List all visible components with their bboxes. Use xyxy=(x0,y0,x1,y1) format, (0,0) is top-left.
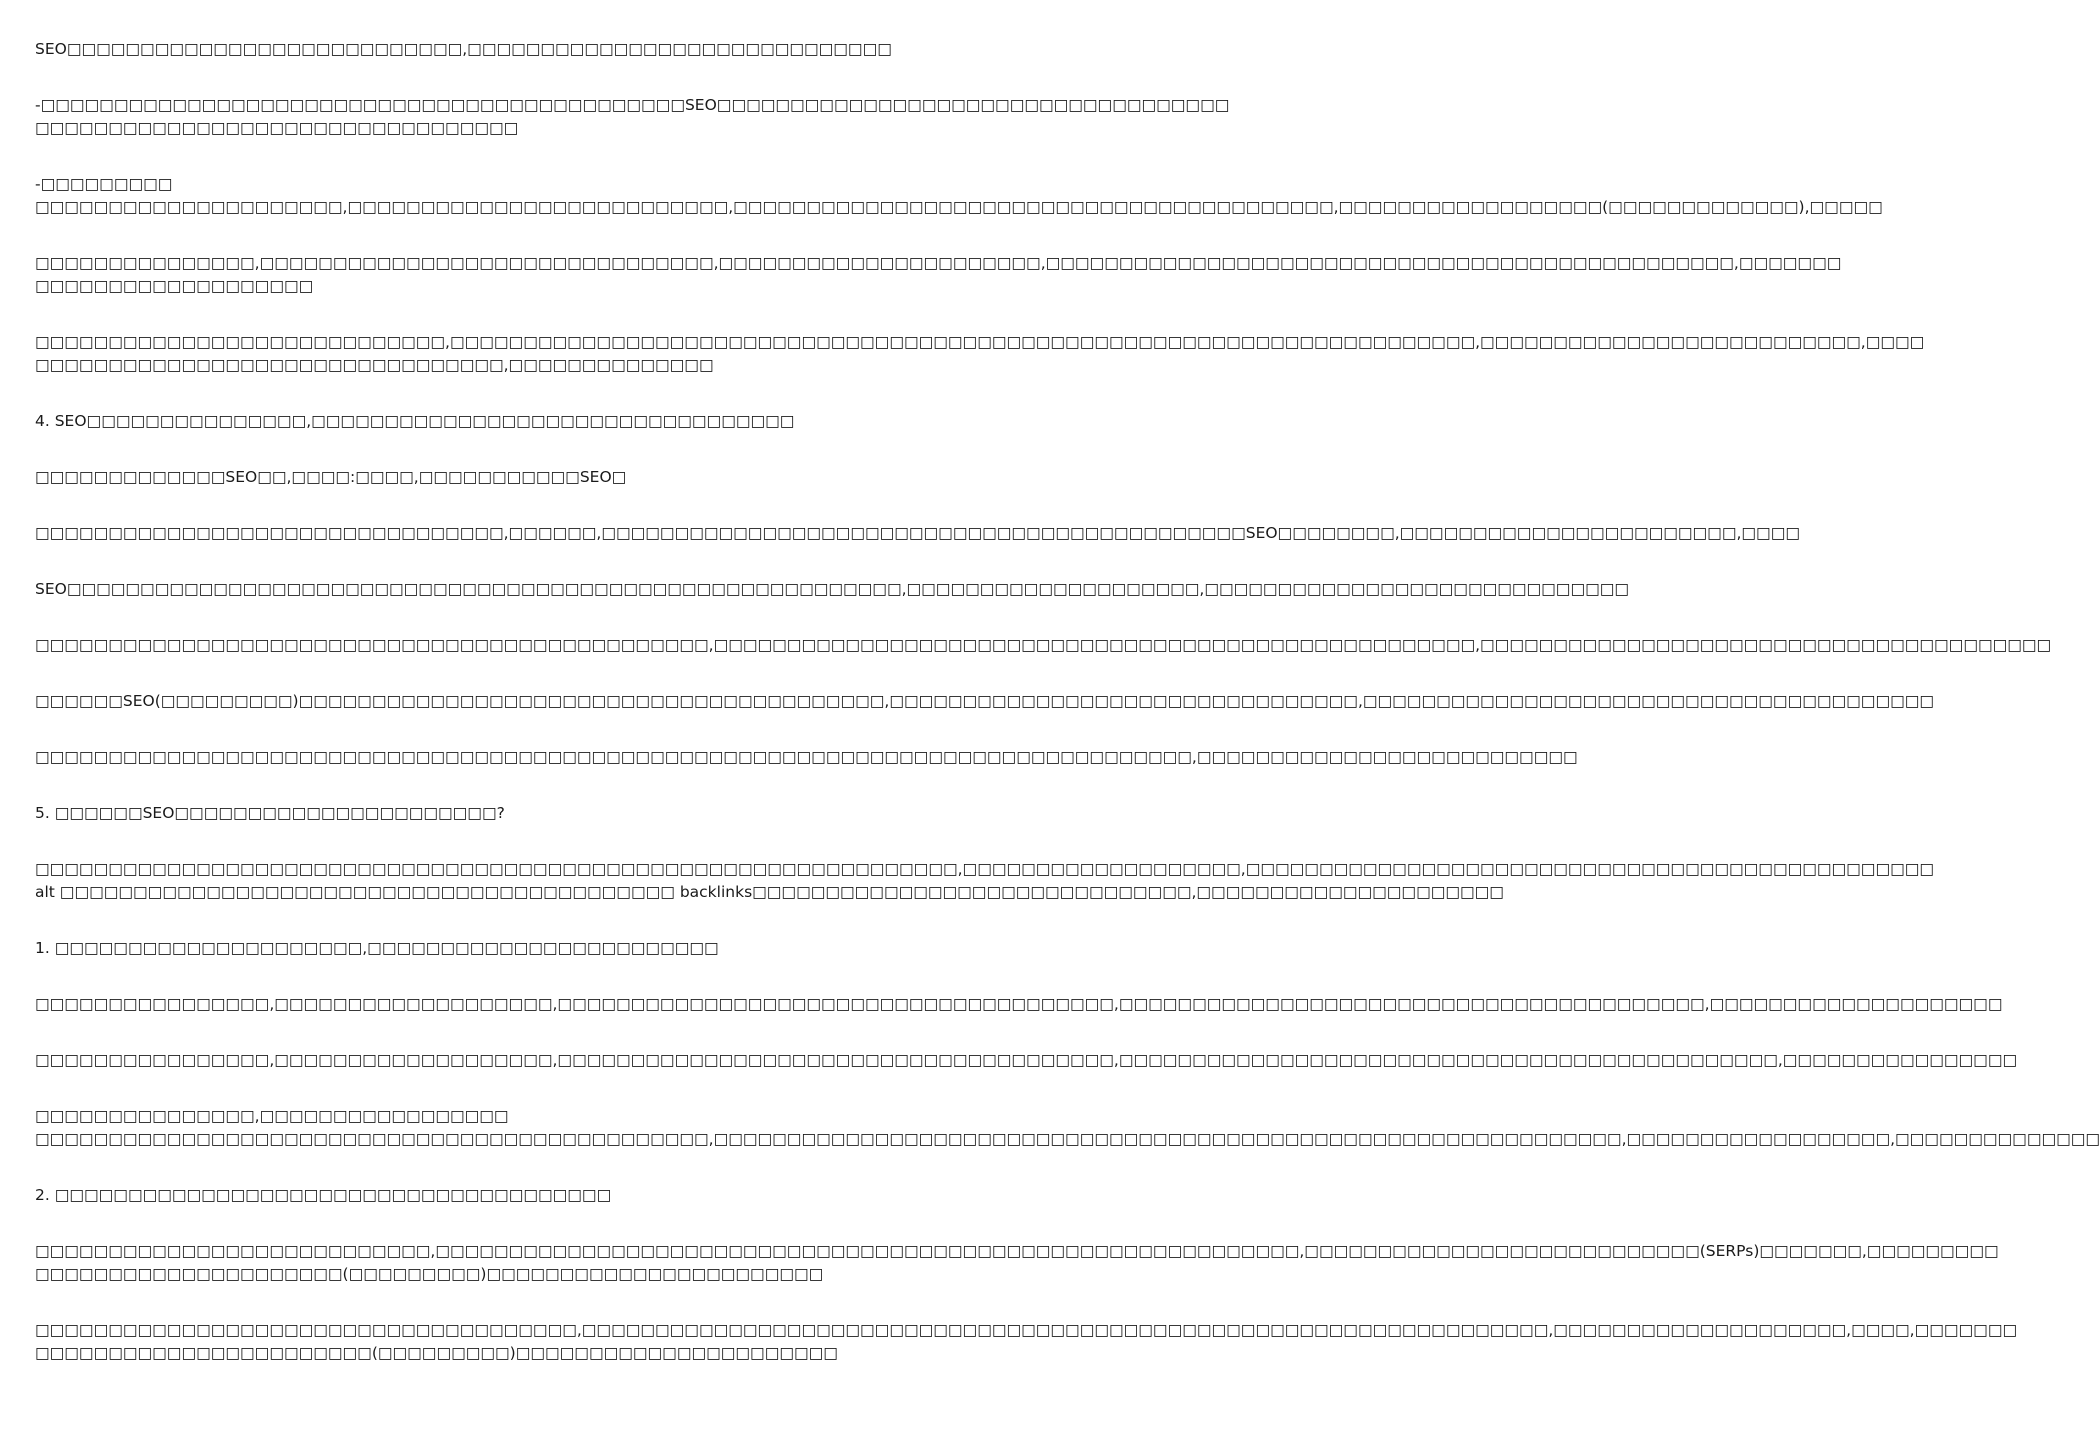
text-line: □□□□□□□□□□□□□□□□□□□□□□□□□□□□,□□□□□□□□□□□□□□□□□□□□□□□□□□□□□□□□□□□□□□□□□□□□□□□□□□□□□□□□□□□□□□□□□□□□□□,□□□□□□□□□□□□□□□□□□□□□□□□□□,□□□□ xyxy=(35,333,1925,351)
text-line: □□□□□□□□□□□□□□□□,□□□□□□□□□□□□□□□□□□□,□□□□□□□□□□□□□□□□□□□□□□□□□□□□□□□□□□□□□□,□□□□□□□□□□□□□□□□□□□□□□□□□□□□□□□□□□□□□□□□□□□□□,□□□□□□□□□□□□□□□□ xyxy=(35,1051,2018,1069)
text-line: □□□□□□□□□□□□□□□,□□□□□□□□□□□□□□□□□□□□□□□□□□□□□□□,□□□□□□□□□□□□□□□□□□□□□□,□□□□□□□□□□□□□□□□□□□□□□□□□□□□□□□□□□□□□□□□□□□□□□□,□□□□□□□ xyxy=(35,254,1842,272)
paragraph xyxy=(35,690,1935,713)
paragraph xyxy=(35,802,989,825)
text-line: □□□□□□□□□□□□□□□□□□□□□□□□□□□□□□□□,□□□□□□□□□□□□□□ xyxy=(35,356,714,374)
paragraph xyxy=(35,1105,2100,1151)
text-line: SEO□□□□□□□□□□□□□□□□□□□□□□□□□□□,□□□□□□□□□□□□□□□□□□□□□□□□□□□□□ xyxy=(35,40,892,58)
text-line: □□□□□□SEO(□□□□□□□□□)□□□□□□□□□□□□□□□□□□□□□□□□□□□□□□□□□□□□□□□□,□□□□□□□□□□□□□□□□□□□□□□□□□□□□□□□□,□□□□□□□□□□□□□□□□□□□□□□□□□□□□□□□□□□□□□□□ xyxy=(35,692,1935,710)
text-line: -□□□□□□□□□ xyxy=(35,175,173,193)
text-line: □□□□□□□□□□□□□□□□□□□ xyxy=(35,277,314,295)
paragraph xyxy=(35,1184,989,1207)
paragraph xyxy=(35,937,989,960)
text-line: □□□□□□□□□□□□□SEO□□,□□□□:□□□□,□□□□□□□□□□□SEO□ xyxy=(35,468,627,486)
text-line: □□□□□□□□□□□□□□□□□□□□□□□□□□□□□□□□□□□□□□□□□□□□□□□□□□□□□□□□□□□□□□□,□□□□□□□□□□□□□□□□□□□,□□□□□□□□□□□□□□□□□□□□□□□□□□□□□□□□□□□□□□□□□□□□□□□ xyxy=(35,860,1935,878)
text-line: 5. □□□□□□SEO□□□□□□□□□□□□□□□□□□□□□□? xyxy=(35,804,505,822)
text-line: □□□□□□□□□□□□□□□□□□□□□□□□□□□□□□□□□□□□□□□□□□□□□□,□□□□□□□□□□□□□□□□□□□□□□□□□□□□□□□□□□□□□□□□□□□□□□□□□□□□,□□□□□□□□□□□□□□□□□□□□□□□□□□□□□□□□□□□□□□□ xyxy=(35,636,2052,654)
text-line: □□□□□□□□□□□□□□□□□□□□□□□□□□□,□□□□□□□□□□□□□□□□□□□□□□□□□□□□□□□□□□□□□□□□□□□□□□□□□□□□□□□□□□□,□□□□□□□□□□□□□□□□□□□□□□□□□□□(SERPs)□□□□□□□,□□□□□□□□□ xyxy=(35,1242,1999,1260)
text-line: 2. □□□□□□□□□□□□□□□□□□□□□□□□□□□□□□□□□□□□□□ xyxy=(35,1186,612,1204)
paragraph xyxy=(35,331,1925,377)
paragraph xyxy=(35,410,989,433)
text-line: □□□□□□□□□□□□□□□□□□□□□(□□□□□□□□□)□□□□□□□□□□□□□□□□□□□□□□□ xyxy=(35,1265,824,1283)
paragraph xyxy=(35,858,1935,904)
paragraph xyxy=(35,252,1842,298)
text-line: 1. □□□□□□□□□□□□□□□□□□□□□,□□□□□□□□□□□□□□□□□□□□□□□□ xyxy=(35,939,719,957)
paragraph xyxy=(35,38,989,61)
paragraph xyxy=(35,746,1578,769)
text-line: □□□□□□□□□□□□□□□□,□□□□□□□□□□□□□□□□□□□,□□□□□□□□□□□□□□□□□□□□□□□□□□□□□□□□□□□□□□,□□□□□□□□□□□□□□□□□□□□□□□□□□□□□□□□□□□□□□□□,□□□□□□□□□□□□□□□□□□□□ xyxy=(35,995,2003,1013)
text-line: □□□□□□□□□□□□□□□□□□□□□□□□□□□□□□□□,□□□□□□,□□□□□□□□□□□□□□□□□□□□□□□□□□□□□□□□□□□□□□□□□□□□SEO□□□□□□□□,□□□□□□□□□□□□□□□□□□□□□□□,□□□□ xyxy=(35,524,1800,542)
text-line: □□□□□□□□□□□□□□□□□□□□□,□□□□□□□□□□□□□□□□□□□□□□□□□□,□□□□□□□□□□□□□□□□□□□□□□□□□□□□□□□□□□□□□□□□□,□□□□□□□□□□□□□□□□□□(□□□□□□□□□□□□□),□□□□□ xyxy=(35,198,1883,216)
document-body xyxy=(35,38,2100,1398)
paragraph xyxy=(35,173,1883,219)
paragraph xyxy=(35,1319,2018,1365)
text-line: □□□□□□□□□□□□□□□□□□□□□□□□□□□□□□□□□□□□□□□□□□□□□□,□□□□□□□□□□□□□□□□□□□□□□□□□□□□□□□□□□□□□□□□□□□□□□□□□□□□□□□□□□□□□□,□□□□□□□□□□□□□□□□□□,□□□□□□□□□□□□□□ xyxy=(35,1130,2100,1148)
text-line: 4. SEO□□□□□□□□□□□□□□□,□□□□□□□□□□□□□□□□□□□□□□□□□□□□□□□□□ xyxy=(35,412,795,430)
text-line: alt □□□□□□□□□□□□□□□□□□□□□□□□□□□□□□□□□□□□□□□□□□ backlinks□□□□□□□□□□□□□□□□□□□□□□□□□□□□□□,□□□□□□□□□□□□□□□□□□□□□ xyxy=(35,883,1504,901)
paragraph xyxy=(35,466,989,489)
paragraph xyxy=(35,993,2003,1016)
paragraph xyxy=(35,578,1630,601)
paragraph xyxy=(35,1049,2018,1072)
paragraph xyxy=(35,1240,1999,1286)
text-line: SEO□□□□□□□□□□□□□□□□□□□□□□□□□□□□□□□□□□□□□□□□□□□□□□□□□□□□□□□□□,□□□□□□□□□□□□□□□□□□□□,□□□□□□□□□□□□□□□□□□□□□□□□□□□□□ xyxy=(35,580,1630,598)
text-line: □□□□□□□□□□□□□□□□□□□□□□□(□□□□□□□□□)□□□□□□□□□□□□□□□□□□□□□□ xyxy=(35,1344,838,1362)
text-line: -□□□□□□□□□□□□□□□□□□□□□□□□□□□□□□□□□□□□□□□□□□□□SEO□□□□□□□□□□□□□□□□□□□□□□□□□□□□□□□□□□□ xyxy=(35,96,1230,114)
paragraph xyxy=(35,634,2052,657)
text-line: □□□□□□□□□□□□□□□,□□□□□□□□□□□□□□□□□ xyxy=(35,1107,509,1125)
text-line: □□□□□□□□□□□□□□□□□□□□□□□□□□□□□□□□□□□□□,□□□□□□□□□□□□□□□□□□□□□□□□□□□□□□□□□□□□□□□□□□□□□□□□□□□□□□□□□□□□□□□□□□,□□□□□□□□□□□□□□□□□□□□,□□□□,□□□□□□□ xyxy=(35,1321,2018,1339)
text-line: □□□□□□□□□□□□□□□□□□□□□□□□□□□□□□□□□□□□□□□□□□□□□□□□□□□□□□□□□□□□□□□□□□□□□□□□□□□□□□□,□□□□□□□□□□□□□□□□□□□□□□□□□□ xyxy=(35,748,1578,766)
paragraph xyxy=(35,522,1800,545)
paragraph xyxy=(35,94,1230,140)
text-line: □□□□□□□□□□□□□□□□□□□□□□□□□□□□□□□□□ xyxy=(35,119,519,137)
